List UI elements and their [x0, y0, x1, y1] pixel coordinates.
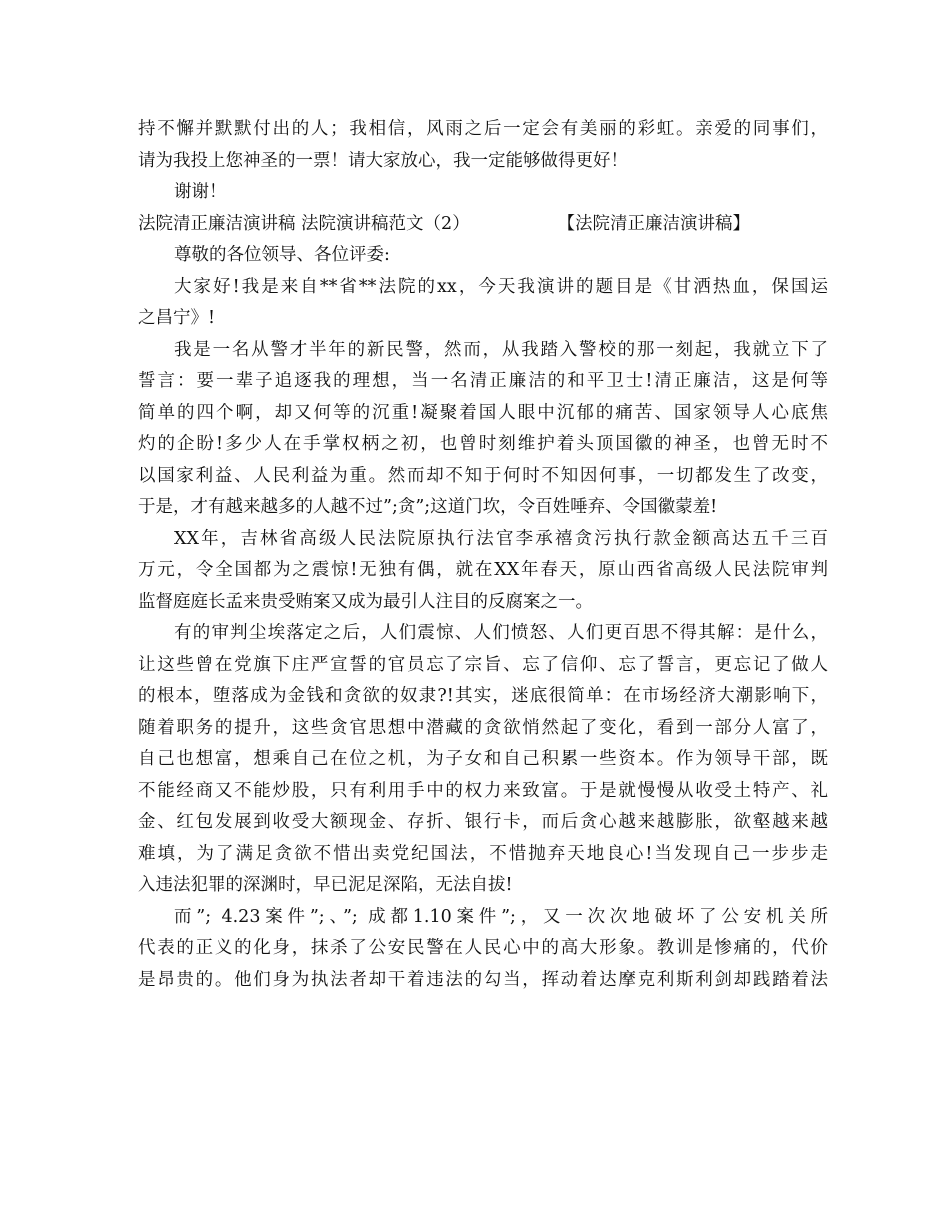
- paragraph-line: 监督庭庭长孟来贵受贿案又成为最引人注目的反腐案之一。: [138, 591, 593, 612]
- paragraph-line: 于是，才有越来越多的人越不过”;贪”;这道门坎，令百姓唾弃、令国徽蒙羞!: [138, 497, 718, 517]
- paragraph-line: 而”; 4.23案件”;、”; 成都1.10案件”;，又一次次地破坏了公安机关所: [174, 906, 828, 927]
- paragraph-line: 简单的四个啊，却又何等的沉重!凝聚着国人眼中沉郁的痛苦、国家领导人心底焦: [138, 402, 828, 423]
- section-heading: [138, 209, 750, 241]
- paragraph-line: 之昌宁》!: [138, 308, 216, 328]
- paragraph-line: 请为我投上您神圣的一票！请大家放心，我一定能够做得更好！: [138, 150, 628, 171]
- paragraph-line: 让这些曾在党旗下庄严宣誓的官员忘了宗旨、忘了信仰、忘了誓言，更忘记了做人: [138, 654, 828, 675]
- salutation: 尊敬的各位领导、各位评委:: [174, 245, 390, 265]
- paragraph-line: 有的审判尘埃落定之后，人们震惊、人们愤怒、人们更百思不得其解：是什么，: [174, 623, 828, 643]
- paragraph-line: 金、红包发展到收受大额现金、存折、银行卡，而后贪心越来越膨胀，欲壑越来越: [138, 812, 828, 832]
- paragraph-line: 大家好!我是来自**省**法院的xx，今天我演讲的题目是《甘洒热血，保国运: [174, 276, 828, 297]
- closing-thanks: 谢谢！: [174, 182, 227, 202]
- paragraph-line: 是昂贵的。他们身为执法者却干着违法的勾当，挥动着达摩克利斯利剑却践踏着法: [138, 969, 828, 990]
- paragraph-line: 持不懈并默默付出的人；我相信，风雨之后一定会有美丽的彩虹。亲爱的同事们，: [138, 119, 828, 139]
- paragraph-line: 的根本，堕落成为金钱和贪欲的奴隶?!其实，迷底很简单：在市场经济大潮影响下，: [138, 686, 828, 706]
- paragraph-line: 自己也想富，想乘自己在位之机，为子女和自己积累一些资本。作为领导干部，既: [138, 749, 828, 769]
- paragraph-line: 不能经商又不能炒股，只有利用手中的权力来致富。于是就慢慢从收受土特产、礼: [138, 780, 828, 801]
- section-heading-tag: 【法院清正廉洁演讲稿】: [557, 213, 750, 234]
- paragraph-line: 入违法犯罪的深渊时，早已泥足深陷，无法自拔!: [138, 875, 513, 895]
- paragraph-line: 灼的企盼!多少人在手掌权柄之初，也曾时刻维护着头顶国徽的神圣，也曾无时不: [138, 434, 828, 454]
- section-heading-title: 法院清正廉洁演讲稿 法院演讲稿范文（2）: [138, 213, 470, 234]
- paragraph-line: 随着职务的提升，这些贪官思想中潜藏的贪欲悄然起了变化，看到一部分人富了，: [138, 717, 828, 738]
- document-page: [138, 114, 828, 996]
- paragraph-line: 誓言：要一辈子追逐我的理想，当一名清正廉洁的和平卫士!清正廉洁，这是何等: [138, 371, 828, 391]
- paragraph-line: 难填，为了满足贪欲不惜出卖党纪国法，不惜抛弃天地良心!当发现自己一步步走: [138, 843, 828, 864]
- paragraph-line: 以国家利益、人民利益为重。然而却不知于何时不知因何事，一切都发生了改变，: [138, 465, 828, 486]
- paragraph-line: 我是一名从警才半年的新民警，然而，从我踏入警校的那一刻起，我就立下了: [174, 339, 828, 360]
- paragraph-line: 万元，令全国都为之震惊!无独有偶，就在XX年春天，原山西省高级人民法院审判: [138, 560, 828, 580]
- paragraph-line: XX年，吉林省高级人民法院原执行法官李承禧贪污执行款金额高达五千三百: [174, 528, 828, 549]
- paragraph-line: 代表的正义的化身，抹杀了公安民警在人民心中的高大形象。教训是惨痛的，代价: [138, 938, 828, 958]
